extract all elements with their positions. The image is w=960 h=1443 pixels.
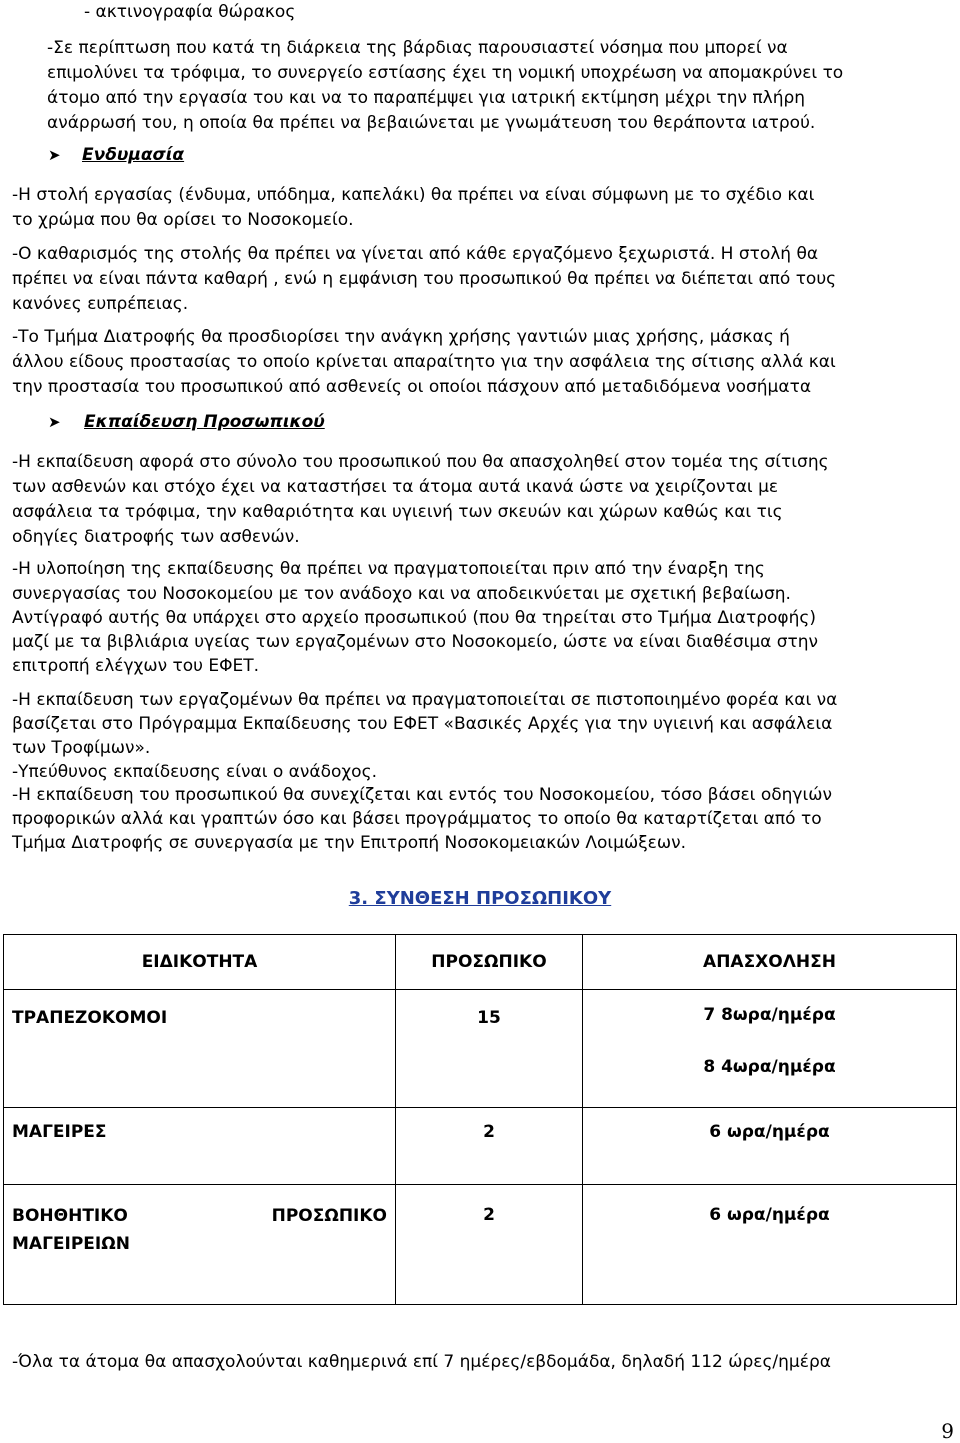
- staff-count-cell: 2: [396, 1108, 583, 1185]
- heading-training: Εκπαίδευση Προσωπικού: [84, 412, 325, 432]
- arrow-bullet-icon: ➤: [48, 413, 61, 431]
- text-line: -Η εκπαίδευση του προσωπικού θα συνεχίζεται και εντός του Νοσοκομείου, τόσο βάσει οδηγιών: [12, 785, 832, 805]
- text-line: -Η εκπαίδευση των εργαζομένων θα πρέπει να πραγματοποιείται σε πιστοποιημένο φορέα και να: [12, 690, 838, 710]
- employment-cell: [583, 990, 957, 1108]
- employment-cell: 6 ωρα/ημέρα: [583, 1185, 957, 1305]
- text-line: -Ο καθαρισμός της στολής θα πρέπει να γίνεται από κάθε εργαζόμενο ξεχωριστά. Η στολή θα: [12, 244, 819, 264]
- text-line: πρέπει να είναι πάντα καθαρή , ενώ η εμφάνιση του προσωπικού θα πρέπει να διέπεται από τους: [12, 269, 837, 289]
- footer-note: -Όλα τα άτομα θα απασχολούνται καθημερινά επί 7 ημέρες/εβδομάδα, δηλαδή 112 ώρες/ημέρα: [12, 1352, 831, 1372]
- table-row: [4, 1108, 957, 1185]
- text-line: -Η εκπαίδευση αφορά στο σύνολο του προσωπικού που θα απασχοληθεί στον τομέα της σίτισης: [12, 452, 829, 472]
- specialty-cell: ΤΡΑΠΕΖΟΚΟΜΟΙ: [4, 990, 396, 1108]
- header-employment: ΑΠΑΣΧΟΛΗΣΗ: [583, 935, 957, 990]
- shift-line: 8 4ωρα/ημέρα: [703, 1057, 836, 1077]
- text-line: την προστασία του προσωπικού από ασθενείς οι οποίοι πάσχουν από μεταδιδόμενα νοσήματα: [12, 377, 812, 397]
- top-item: - ακτινογραφία θώρακος: [84, 2, 296, 22]
- text-line: άτομο από την εργασία του και να το παραπέμψει για ιατρική εκτίμηση μέχρι την πλήρη: [47, 88, 806, 108]
- text-line: -Σε περίπτωση που κατά τη διάρκεια της βάρδιας παρουσιαστεί νόσημα που μπορεί να: [47, 38, 788, 58]
- staff-table: [3, 934, 957, 1305]
- text-line: επιμολύνει τα τρόφιμα, το συνεργείο εστίασης έχει τη νομική υποχρέωση να απομακρύνει το: [47, 63, 844, 83]
- header-staff: ΠΡΟΣΩΠΙΚΟ: [396, 935, 583, 990]
- table-header-row: [4, 935, 957, 990]
- text-line: ασφάλεια τα τρόφιμα, την καθαριότητα και υγιεινή των σκευών και χώρων καθώς και τις: [12, 502, 783, 522]
- employment-cell: 6 ωρα/ημέρα: [583, 1108, 957, 1185]
- specialty-word: ΒΟΗΘΗΤΙΚΟ: [12, 1206, 128, 1226]
- text-line: συνεργασίας του Νοσοκομείου με τον ανάδοχο και να αποδεικνύεται με σχετική βεβαίωση.: [12, 584, 791, 604]
- staff-count-cell: 2: [396, 1185, 583, 1305]
- text-line: -Η στολή εργασίας (ένδυμα, υπόδημα, καπελάκι) θα πρέπει να είναι σύμφωνη με το σχέδιο και: [12, 185, 815, 205]
- table-row: [4, 1185, 957, 1305]
- heading-clothing: Ενδυμασία: [82, 145, 185, 165]
- specialty-cell: [4, 1185, 396, 1305]
- text-line: Αντίγραφό αυτής θα υπάρχει στο αρχείο προσωπικού (που θα τηρείται στο Τμήμα Διατροφής): [12, 608, 817, 628]
- page-number: 9: [941, 1419, 954, 1443]
- text-line: βασίζεται στο Πρόγραμμα Εκπαίδευσης του ΕΦΕΤ «Βασικές Αρχές για την υγιεινή και ασφάλεια: [12, 714, 833, 734]
- specialty-cell: ΜΑΓΕΙΡΕΣ: [4, 1108, 396, 1185]
- text-line: -Υπεύθυνος εκπαίδευσης είναι ο ανάδοχος.: [12, 762, 377, 782]
- section-title: 3. ΣΥΝΘΕΣΗ ΠΡΟΣΩΠΙΚΟΥ: [348, 888, 612, 909]
- specialty-line: [12, 1203, 387, 1229]
- text-line: -Η υλοποίηση της εκπαίδευσης θα πρέπει να πραγματοποιείται πριν από την έναρξη της: [12, 559, 765, 579]
- specialty-line: ΜΑΓΕΙΡΕΙΩΝ: [12, 1234, 130, 1254]
- arrow-bullet-icon: ➤: [48, 146, 61, 164]
- specialty-word: ΠΡΟΣΩΠΙΚΟ: [271, 1206, 387, 1226]
- text-line: οδηγίες διατροφής των ασθενών.: [12, 527, 300, 547]
- staff-count-cell: 15: [396, 990, 583, 1108]
- text-line: επιτροπή ελέγχων του ΕΦΕΤ.: [12, 656, 259, 676]
- text-line: προφορικών αλλά και γραπτών όσο και βάσει προγράμματος το οποίο θα καταρτίζεται από το: [12, 809, 822, 829]
- text-line: Τμήμα Διατροφής σε συνεργασία με την Επιτροπή Νοσοκομειακών Λοιμώξεων.: [12, 833, 686, 853]
- text-line: των ασθενών και στόχο έχει να καταστήσει τα άτομα αυτά ικανά ώστε να χειρίζονται με: [12, 477, 779, 497]
- table-row: [4, 990, 957, 1108]
- text-line: -Το Τμήμα Διατροφής θα προσδιορίσει την ανάγκη χρήσης γαντιών μιας χρήσης, μάσκας ή: [12, 327, 790, 347]
- text-line: κανόνες ευπρέπειας.: [12, 294, 189, 314]
- text-line: των Τροφίμων».: [12, 738, 151, 758]
- text-line: άλλου είδους προστασίας το οποίο κρίνεται απαραίτητο για την ασφάλεια της σίτισης αλλά και: [12, 352, 836, 372]
- text-line: μαζί με τα βιβλιάρια υγείας των εργαζομένων στο Νοσοκομείο, ώστε να είναι διαθέσιμα στην: [12, 632, 819, 652]
- shift-line: 7 8ωρα/ημέρα: [703, 1005, 836, 1025]
- text-line: το χρώμα που θα ορίσει το Νοσοκομείο.: [12, 210, 354, 230]
- header-specialty: ΕΙΔΙΚΟΤΗΤΑ: [4, 935, 396, 990]
- text-line: ανάρρωσή του, η οποία θα πρέπει να βεβαιώνεται με γνωμάτευση του θεράποντα ιατρού.: [47, 113, 816, 133]
